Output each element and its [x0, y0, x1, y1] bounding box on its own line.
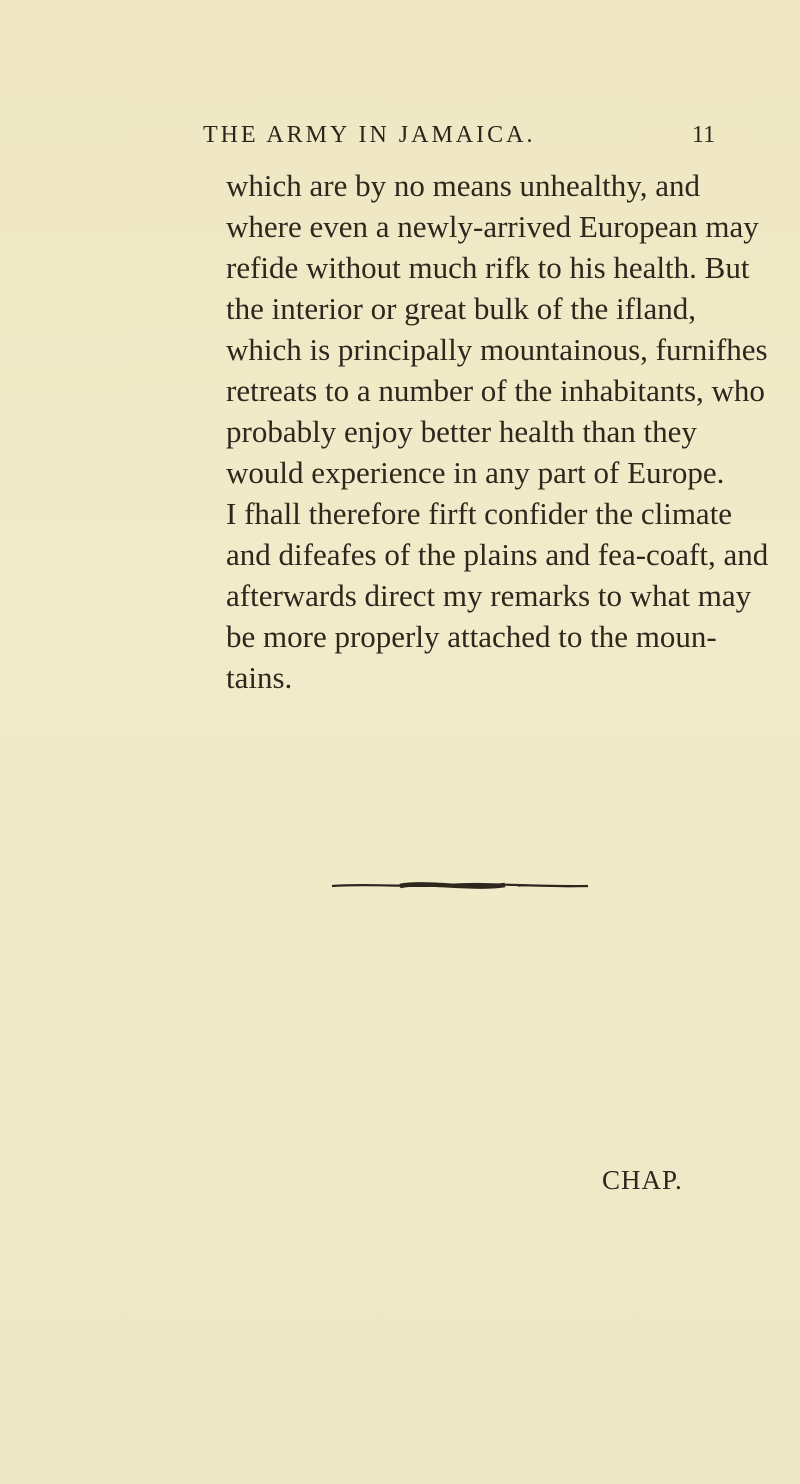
text-line: which are by no means unhealthy, and	[226, 168, 701, 203]
decorative-rule	[330, 880, 590, 892]
text-line: the interior or great bulk of the ifland,	[226, 291, 697, 326]
text-line: and difeafes of the plains and fea-coaft, and	[226, 537, 769, 572]
text-line: refide without much rifk to his health. But	[226, 250, 750, 285]
text-line: which is principally mountainous, furnifhes	[226, 332, 768, 367]
text-line: retreats to a number of the inhabitants, who	[226, 373, 765, 408]
text-line: be more properly attached to the moun-	[226, 619, 717, 654]
text-line: afterwards direct my remarks to what may	[226, 578, 752, 613]
text-line: would experience in any part of Europe.	[226, 455, 725, 490]
text-line: I fhall therefore firft confider the climate	[226, 496, 733, 531]
running-title: THE ARMY IN JAMAICA.	[203, 122, 536, 148]
text-line: probably enjoy better health than they	[226, 414, 697, 449]
page-number: 11	[692, 122, 716, 148]
text-line: tains.	[226, 660, 293, 695]
text-line: where even a newly-arrived European may	[226, 209, 759, 244]
catchword: CHAP.	[602, 1165, 683, 1195]
